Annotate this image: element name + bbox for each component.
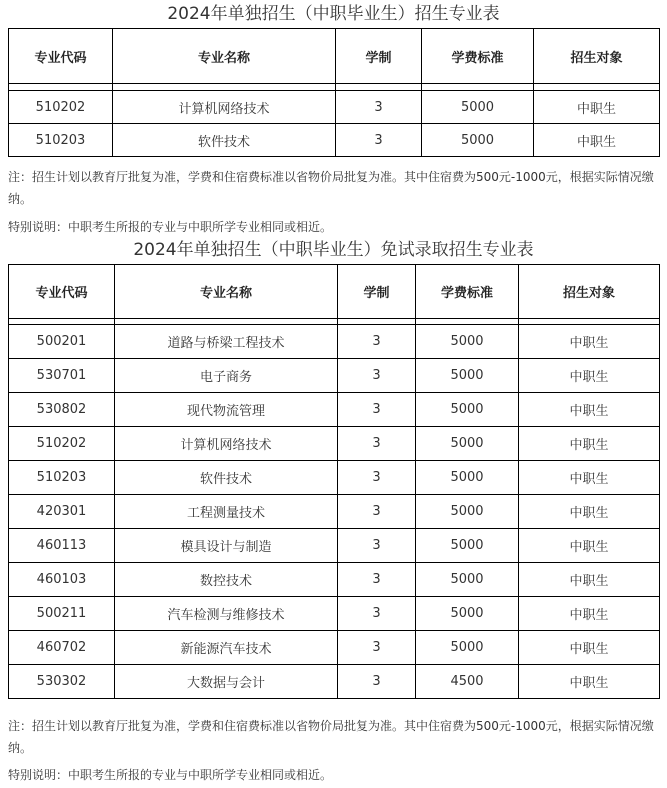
cell-major: 计算机网络技术 [115, 427, 338, 461]
table1-title: 2024年单独招生（中职毕业生）招生专业表 [167, 4, 500, 24]
cell-tuition: 5000 [422, 124, 534, 157]
cell-duration: 3 [338, 427, 416, 461]
header-code: 专业代码 [9, 265, 115, 319]
cell-duration: 3 [338, 631, 416, 665]
table1-special-note: 特别说明：中职考生所报的专业与中职所学专业相同或相近。 [8, 220, 333, 234]
cell-tuition: 5000 [416, 427, 519, 461]
cell-target: 中职生 [519, 461, 660, 495]
table-row [9, 631, 660, 665]
cell-major: 软件技术 [115, 461, 338, 495]
cell-major: 电子商务 [115, 359, 338, 393]
cell-target: 中职生 [519, 393, 660, 427]
cell-code: 500211 [9, 597, 115, 631]
cell-target: 中职生 [519, 325, 660, 359]
cell-code: 460113 [9, 529, 115, 563]
exempt-enrollment-table [8, 264, 660, 699]
cell-code: 510202 [9, 91, 113, 124]
cell-tuition: 5000 [416, 359, 519, 393]
header-target: 招生对象 [534, 29, 660, 84]
header-tuition: 学费标准 [422, 29, 534, 84]
table-row [9, 461, 660, 495]
cell-code: 460103 [9, 563, 115, 597]
table1-note: 注：招生计划以教育厅批复为准，学费和住宿费标准以省物价局批复为准。其中住宿费为500元-1000元，根据实际情况缴纳。 [8, 170, 654, 206]
table-row [9, 91, 660, 124]
cell-major: 道路与桥梁工程技术 [115, 325, 338, 359]
cell-tuition: 5000 [416, 325, 519, 359]
spacer-cell [9, 84, 113, 91]
table-row [9, 597, 660, 631]
cell-target: 中职生 [519, 597, 660, 631]
spacer-cell [534, 84, 660, 91]
table2-note: 注：招生计划以教育厅批复为准，学费和住宿费标准以省物价局批复为准。其中住宿费为500元-1000元，根据实际情况缴纳。 [8, 719, 654, 755]
table-row [9, 665, 660, 699]
cell-major: 软件技术 [113, 124, 336, 157]
table-row [9, 427, 660, 461]
header-tuition: 学费标准 [416, 265, 519, 319]
cell-code: 530302 [9, 665, 115, 699]
cell-duration: 3 [338, 393, 416, 427]
header-duration: 学制 [338, 265, 416, 319]
cell-code: 500201 [9, 325, 115, 359]
header-major: 专业名称 [113, 29, 336, 84]
spacer-cell [422, 84, 534, 91]
cell-tuition: 4500 [416, 665, 519, 699]
cell-target: 中职生 [519, 359, 660, 393]
cell-target: 中职生 [534, 91, 660, 124]
cell-target: 中职生 [519, 563, 660, 597]
cell-duration: 3 [338, 325, 416, 359]
enrollment-table [8, 28, 660, 157]
cell-major: 计算机网络技术 [113, 91, 336, 124]
table-row [9, 563, 660, 597]
cell-major: 模具设计与制造 [115, 529, 338, 563]
header-code: 专业代码 [9, 29, 113, 84]
cell-target: 中职生 [519, 665, 660, 699]
cell-duration: 3 [338, 665, 416, 699]
cell-tuition: 5000 [416, 597, 519, 631]
cell-code: 460702 [9, 631, 115, 665]
cell-target: 中职生 [519, 631, 660, 665]
cell-tuition: 5000 [422, 91, 534, 124]
header-major: 专业名称 [115, 265, 338, 319]
table-row [9, 529, 660, 563]
table2-title: 2024年单独招生（中职毕业生）免试录取招生专业表 [133, 240, 534, 260]
cell-duration: 3 [338, 529, 416, 563]
cell-duration: 3 [338, 495, 416, 529]
cell-major: 数控技术 [115, 563, 338, 597]
cell-code: 510203 [9, 124, 113, 157]
cell-tuition: 5000 [416, 529, 519, 563]
cell-target: 中职生 [534, 124, 660, 157]
cell-duration: 3 [338, 461, 416, 495]
cell-target: 中职生 [519, 529, 660, 563]
cell-tuition: 5000 [416, 631, 519, 665]
table-row [9, 393, 660, 427]
table-row [9, 495, 660, 529]
cell-code: 420301 [9, 495, 115, 529]
cell-tuition: 5000 [416, 495, 519, 529]
table-row [9, 124, 660, 157]
header-target: 招生对象 [519, 265, 660, 319]
cell-duration: 3 [338, 563, 416, 597]
cell-major: 现代物流管理 [115, 393, 338, 427]
cell-tuition: 5000 [416, 563, 519, 597]
cell-target: 中职生 [519, 427, 660, 461]
cell-duration: 3 [336, 124, 422, 157]
header-duration: 学制 [336, 29, 422, 84]
table-row [9, 359, 660, 393]
table-row [9, 325, 660, 359]
table-header-row [9, 265, 660, 319]
cell-code: 510203 [9, 461, 115, 495]
table2-special-note: 特别说明：中职考生所报的专业与中职所学专业相同或相近。 [8, 768, 333, 782]
table-header-row [9, 29, 660, 84]
spacer-cell [113, 84, 336, 91]
cell-major: 大数据与会计 [115, 665, 338, 699]
cell-tuition: 5000 [416, 461, 519, 495]
cell-code: 530802 [9, 393, 115, 427]
cell-code: 530701 [9, 359, 115, 393]
spacer-cell [336, 84, 422, 91]
table-spacer-row [9, 84, 660, 91]
cell-target: 中职生 [519, 495, 660, 529]
cell-duration: 3 [338, 359, 416, 393]
cell-major: 新能源汽车技术 [115, 631, 338, 665]
cell-major: 汽车检测与维修技术 [115, 597, 338, 631]
cell-duration: 3 [336, 91, 422, 124]
cell-duration: 3 [338, 597, 416, 631]
cell-code: 510202 [9, 427, 115, 461]
cell-tuition: 5000 [416, 393, 519, 427]
cell-major: 工程测量技术 [115, 495, 338, 529]
